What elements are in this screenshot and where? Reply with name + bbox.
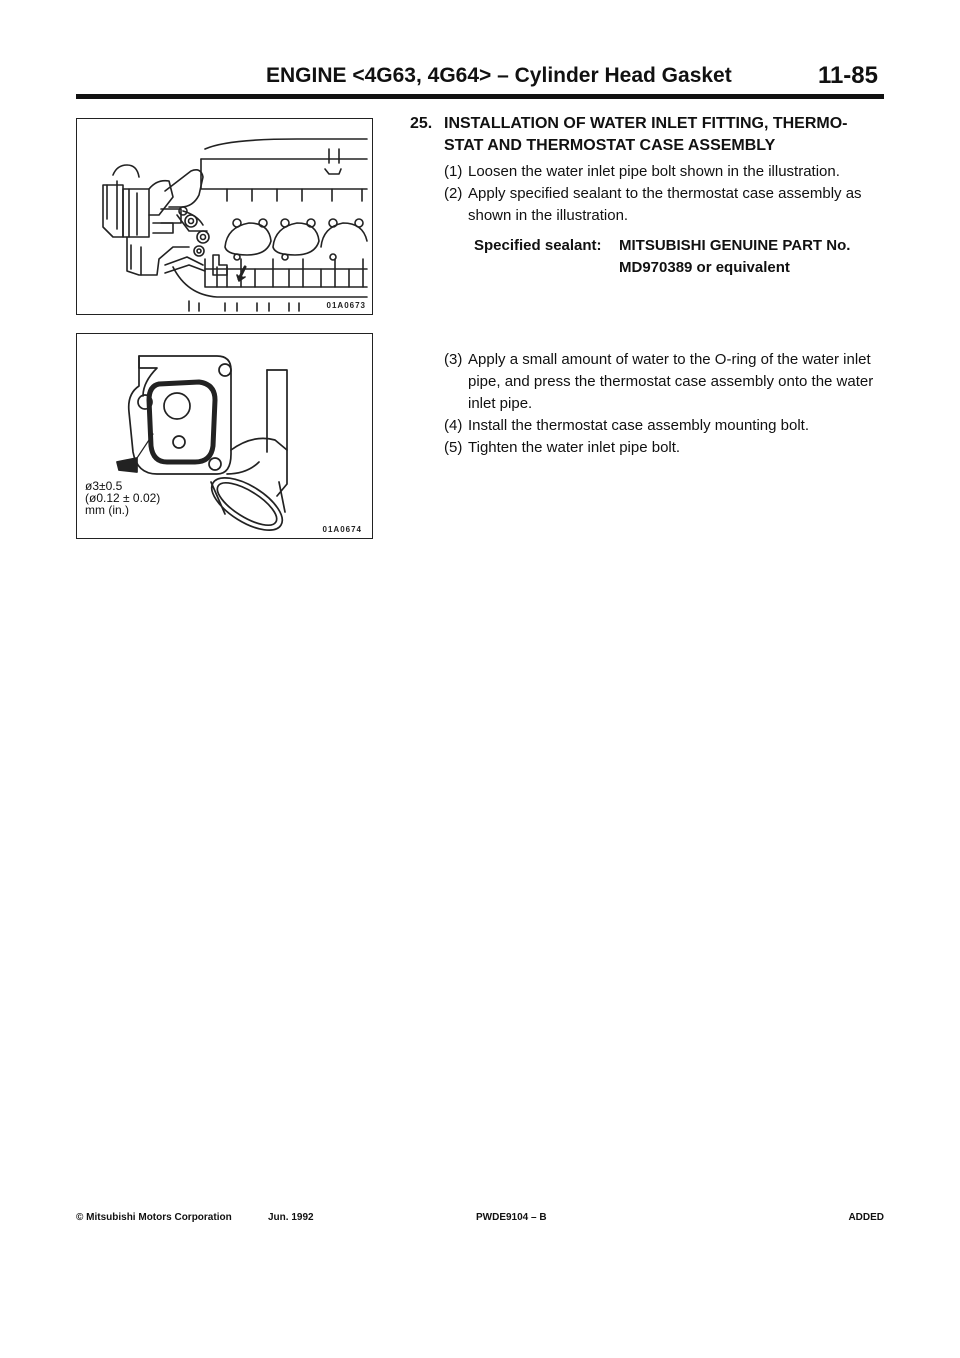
step-item <box>410 161 890 183</box>
thermostat-assembly-illustration <box>77 119 371 313</box>
specified-sealant <box>410 235 890 279</box>
sealant-bead-dimension <box>85 480 160 516</box>
dimension-metric: ø3±0.5 <box>85 479 123 493</box>
page-header <box>76 58 884 98</box>
page-number: 11-85 <box>817 62 878 89</box>
header-rule <box>76 94 884 99</box>
spacer <box>410 279 890 349</box>
section-title-line1: INSTALLATION OF WATER INLET FITTING, THERMO- <box>444 115 848 132</box>
step-number: (1) <box>444 163 463 180</box>
dimension-units: mm (in.) <box>85 503 129 517</box>
figure-thermostat-assembly <box>76 118 373 315</box>
sealant-value <box>619 235 850 279</box>
footer-date: Jun. 1992 <box>268 1212 314 1223</box>
sealant-part-line1: MITSUBISHI GENUINE PART No. <box>619 237 851 254</box>
step-item <box>410 437 890 459</box>
section-heading <box>410 113 890 157</box>
step-number: (2) <box>444 185 463 202</box>
step-item <box>410 183 890 227</box>
step-text: Install the thermostat case assembly mounting bolt. <box>468 417 810 434</box>
step-item <box>410 349 890 415</box>
footer-copyright: © Mitsubishi Motors Corporation <box>76 1212 232 1223</box>
dimension-imperial: (ø0.12 ± 0.02) <box>85 491 161 505</box>
step-text: Tighten the water inlet pipe bolt. <box>468 439 681 456</box>
footer-status: ADDED <box>848 1212 884 1223</box>
footer-doc-code: PWDE9104 – B <box>476 1212 547 1223</box>
step-number: (5) <box>444 439 463 456</box>
page-title: ENGINE <4G63, 4G64> – Cylinder Head Gasket <box>266 64 732 87</box>
sealant-part-line2: MD970389 or equivalent <box>619 259 790 276</box>
figure-code: 01A0674 <box>322 525 362 534</box>
section-number: 25. <box>410 115 433 132</box>
step-number: (3) <box>444 351 463 368</box>
step-number: (4) <box>444 417 463 434</box>
section-title-line2: STAT AND THERMOSTAT CASE ASSEMBLY <box>444 137 776 154</box>
step-text: Apply a small amount of water to the O-ring of the water inlet pipe, and press the thermostat case assembly onto the water inlet pipe. <box>468 351 874 412</box>
step-text: Apply specified sealant to the thermostat case assembly as shown in the illustration. <box>468 185 862 224</box>
figure-code: 01A0673 <box>326 301 366 310</box>
step-item <box>410 415 890 437</box>
instructions-column <box>410 113 890 459</box>
figure-sealant-application <box>76 333 373 539</box>
sealant-label: Specified sealant: <box>474 237 602 254</box>
step-text: Loosen the water inlet pipe bolt shown in the illustration. <box>468 163 840 180</box>
